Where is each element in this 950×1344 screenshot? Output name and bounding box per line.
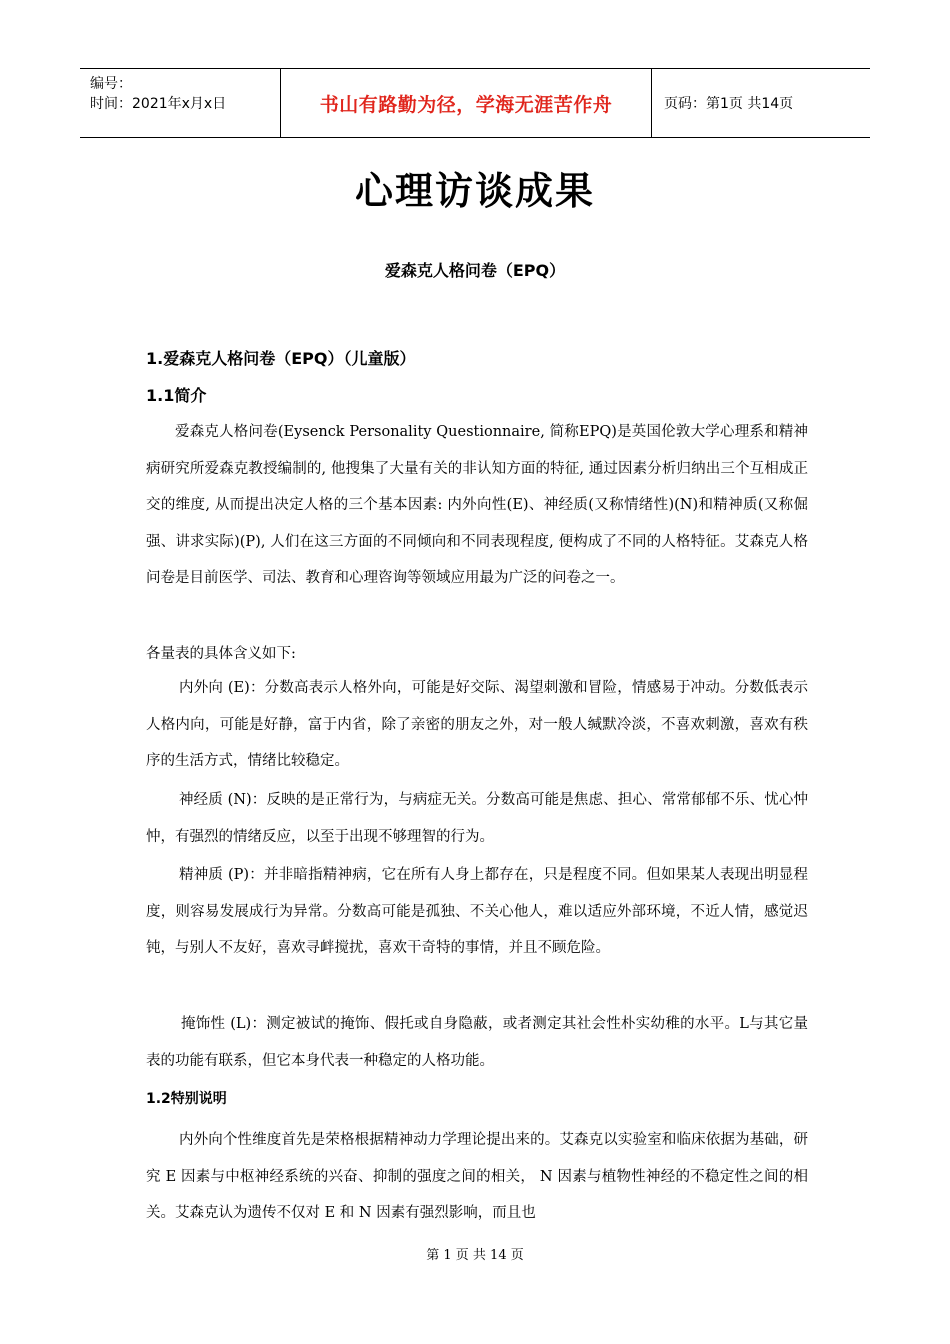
scale-p-paragraph: 精神质 (P)：并非暗指精神病，它在所有人身上都存在，只是程度不同。但如果某人表现出明显程度，则容易发展成行为异常。分数高可能是孤独、不关心他人，难以适应外部环境，不近人情，感觉迟钝，与别人不友好，喜欢寻衅搅扰，喜欢干奇特的事情，并且不顾危险。 — [146, 867, 808, 956]
header-page-cell — [652, 69, 870, 137]
section-heading-1: 1.爱森克人格问卷（EPQ）（儿童版） — [146, 349, 416, 368]
document-header — [80, 68, 870, 138]
scale-intro-line: 各量表的具体含义如下: — [146, 646, 296, 662]
header-motto-cell — [281, 69, 652, 137]
page-code: 页码：第1页 共14页 — [664, 96, 794, 112]
special-note-paragraph: 内外向个性维度首先是荣格根据精神动力学理论提出来的。艾森克以实验室和临床依据为基础，研究 E 因素与中枢神经系统的兴奋、抑制的强度之间的相关， N 因素与植物性神经的不稳定性之间的相关。艾森克认为遗传不仅对 E 和 N 因素有强烈影响，而且也 — [146, 1132, 808, 1221]
header-meta-cell — [80, 69, 281, 137]
scale-e-paragraph: 内外向 (E)：分数高表示人格外向，可能是好交际、渴望刺激和冒险，情感易于冲动。分数低表示人格内向，可能是好静，富于内省，除了亲密的朋友之外，对一般人缄默冷淡，不喜欢刺激，喜欢有秩序的生活方式，情绪比较稳定。 — [146, 680, 808, 769]
page-title: 心理访谈成果 — [354, 169, 595, 213]
time-label: 时间：2021年x月x日 — [90, 96, 227, 112]
number-label: 编号： — [90, 76, 132, 92]
section-heading-1-1: 1.1简介 — [146, 386, 207, 405]
intro-paragraph: 爱森克人格问卷(Eysenck Personality Questionnaire, 简称EPQ)是英国伦敦大学心理系和精神病研究所爱森克教授编制的, 他搜集了大量有关的非认知方面的特征, 通过因素分析归纳出三个互相成正交的维度, 从而提出决定人格的三个基本因素: 内外向性(E)、神经质(又称情绪性)(N)和精神质(又称倔强、讲求实际)(P), 人们在这三方面的不同倾向和不同表现程度, 便构成了不同的人格特征。艾森克人格问卷是目前医学、司法、教育和心理咨询等领域应用最为广泛的问卷之一。 — [146, 424, 808, 586]
page-footer: 第 1 页 共 14 页 — [426, 1248, 524, 1263]
page-subtitle: 爱森克人格问卷（EPQ） — [384, 261, 566, 280]
scale-l-paragraph: 掩饰性 (L)：测定被试的掩饰、假托或自身隐蔽，或者测定其社会性朴实幼稚的水平。L与其它量表的功能有联系，但它本身代表一种稳定的人格功能。 — [146, 1016, 808, 1069]
section-heading-1-2: 1.2特别说明 — [146, 1091, 227, 1107]
motto: 书山有路勤为径，学海无涯苦作舟 — [319, 93, 613, 116]
scale-n-paragraph: 神经质 (N)：反映的是正常行为，与病症无关。分数高可能是焦虑、担心、常常郁郁不乐、忧心忡忡，有强烈的情绪反应，以至于出现不够理智的行为。 — [146, 792, 808, 845]
